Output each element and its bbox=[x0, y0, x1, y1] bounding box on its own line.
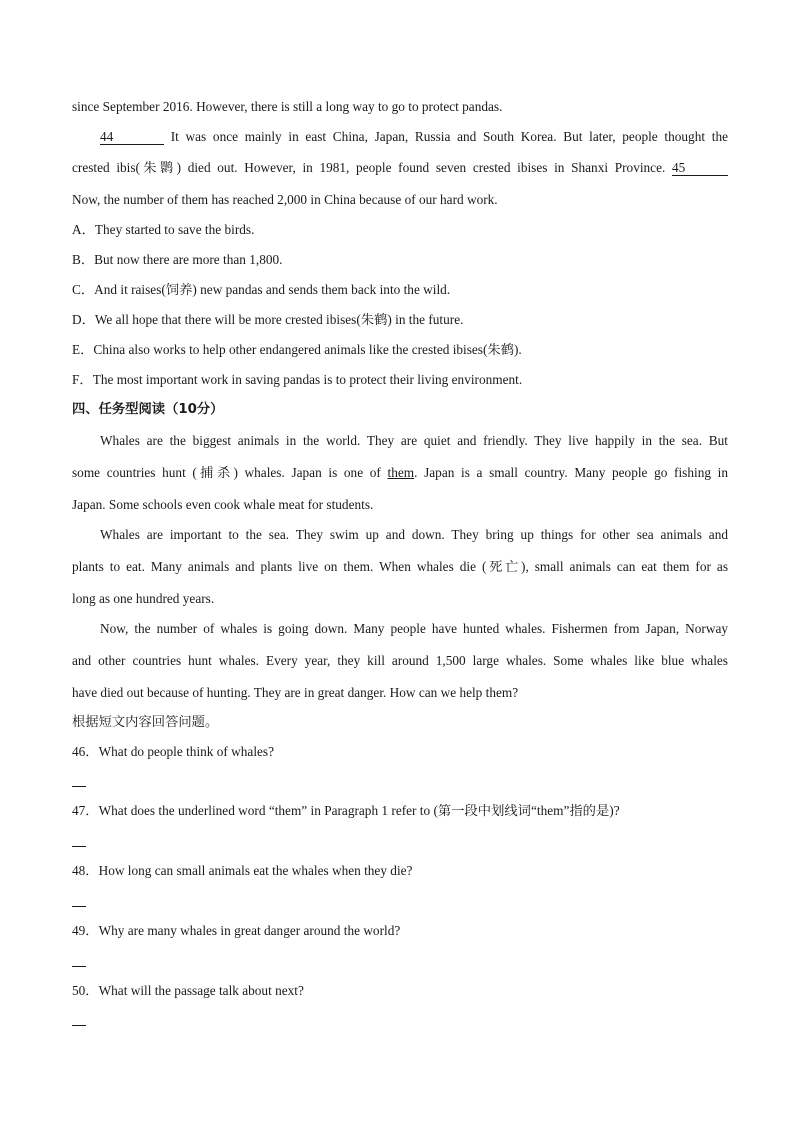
question-49: 49．Why are many whales in great danger around the world? bbox=[72, 923, 401, 938]
passage-text: crested ibis(朱鹮) died out. However, in 1981, people found seven crested ibises in Shanxi Province. bbox=[72, 160, 666, 175]
passage-line bbox=[72, 620, 728, 638]
passage-line bbox=[72, 464, 728, 482]
question-46: 46．What do people think of whales? bbox=[72, 744, 274, 759]
passage-text: Whales are important to the sea. They swim up and down. They bring up things for other sea animals and bbox=[100, 527, 728, 542]
passage-text: some countries hunt (捕杀) whales. Japan is one of bbox=[72, 465, 381, 480]
answer-line-48[interactable] bbox=[72, 906, 86, 907]
passage-line bbox=[72, 159, 728, 177]
option-c: C．And it raises(饲养) new pandas and sends them back into the wild. bbox=[72, 282, 451, 297]
passage-line: long as one hundred years. bbox=[72, 591, 215, 606]
passage-line: Now, the number of them has reached 2,000 in China because of our hard work. bbox=[72, 192, 498, 207]
answer-line-49[interactable] bbox=[72, 966, 86, 967]
instruction: 根据短文内容回答问题。 bbox=[72, 714, 219, 729]
answer-line-47[interactable] bbox=[72, 846, 86, 847]
passage-line: Japan. Some schools even cook whale meat for students. bbox=[72, 497, 374, 512]
passage-line: plants to eat. Many animals and plants live on them. When whales die (死亡), small animals can eat them for as bbox=[72, 559, 728, 574]
passage-text: Whales are the biggest animals in the world. They are quiet and friendly. They live happily in the sea. But bbox=[100, 433, 728, 448]
passage-text: Now, the number of whales is going down. Many people have hunted whales. Fishermen from Japan, Norway bbox=[100, 621, 728, 636]
passage-text: It was once mainly in east China, Japan, Russia and South Korea. But later, people thought the bbox=[170, 129, 729, 144]
passage-line bbox=[72, 128, 728, 146]
passage-line: and other countries hunt whales. Every year, they kill around 1,500 large whales. Some whales like blue whales bbox=[72, 653, 728, 668]
answer-line-50[interactable] bbox=[72, 1025, 86, 1026]
passage-line: since September 2016. However, there is still a long way to go to protect pandas. bbox=[72, 99, 503, 114]
answer-blank-44[interactable]: 44 bbox=[100, 129, 164, 145]
passage-text: . Japan is a small country. Many people go fishing in bbox=[414, 465, 728, 480]
answer-line-46[interactable] bbox=[72, 786, 86, 787]
option-e: E．China also works to help other endangered animals like the crested ibises(朱鹤). bbox=[72, 342, 522, 357]
section-title: 四、任务型阅读（10分） bbox=[72, 402, 224, 417]
underlined-word-them: them bbox=[387, 465, 415, 480]
question-48: 48．How long can small animals eat the whales when they die? bbox=[72, 863, 413, 878]
question-50: 50．What will the passage talk about next? bbox=[72, 983, 304, 998]
passage-line bbox=[72, 526, 728, 544]
option-b: B．But now there are more than 1,800. bbox=[72, 252, 283, 267]
option-f: F．The most important work in saving pandas is to protect their living environment. bbox=[72, 372, 523, 387]
option-a: A．They started to save the birds. bbox=[72, 222, 255, 237]
passage-line bbox=[72, 432, 728, 450]
passage-line: have died out because of hunting. They are in great danger. How can we help them? bbox=[72, 685, 519, 700]
option-d: D．We all hope that there will be more crested ibises(朱鹤) in the future. bbox=[72, 312, 464, 327]
question-47: 47．What does the underlined word “them” in Paragraph 1 refer to (第一段中划线词“them”指的是)? bbox=[72, 803, 620, 818]
answer-blank-45[interactable]: 45 bbox=[672, 160, 728, 176]
